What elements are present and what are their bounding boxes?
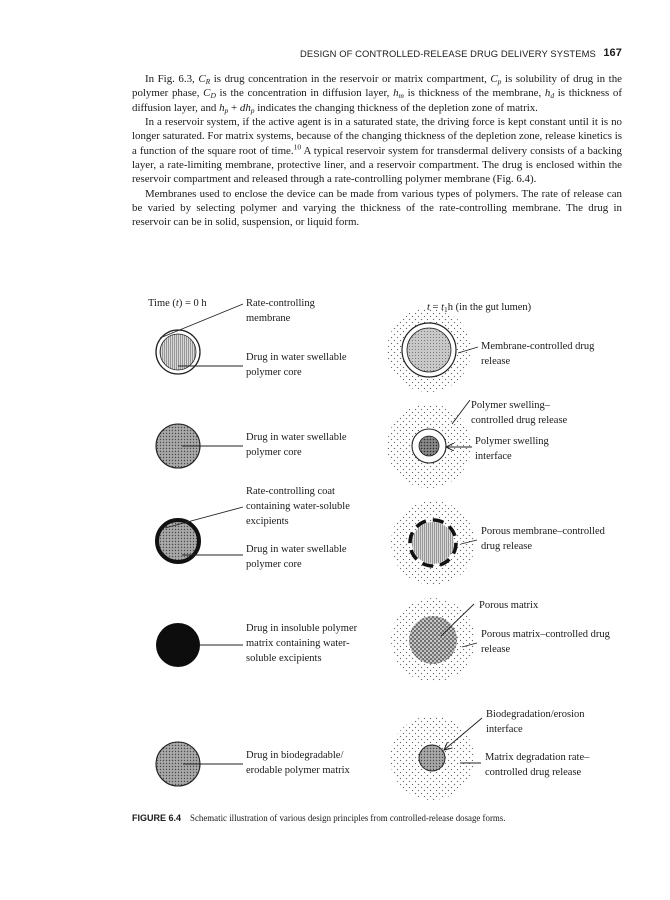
paragraph-3: Membranes used to enclose the device can be made from various types of polymers. The rate of release can be varied by selecting polymer and varying the thickness of the rate-controlling membrane. The drug in reservoir can be in solid, suspension, or liquid form. (132, 187, 622, 229)
row4-left-insoluble-matrix (156, 623, 200, 667)
row5-right-eroding-matrix (390, 716, 474, 800)
label-porous-membrane: Porous membrane–controlled drug release (481, 526, 605, 552)
label-rate-controlling-membrane: Rate-controlling membrane (246, 298, 315, 324)
row4-right-porous-matrix (391, 598, 475, 682)
label-core-2: Drug in water swellable polymer core (246, 432, 347, 458)
label-biodegradable-matrix: Drug in biodegradable/ erodable polymer matrix (246, 750, 350, 776)
left-column-heading: Time (t) = 0 h (148, 298, 207, 309)
label-membrane-controlled: Membrane-controlled drug release (481, 341, 595, 367)
right-column-heading: $t = t_1h$ (in the gut lumen) (427, 302, 532, 314)
row1-right-swollen-reservoir (387, 308, 471, 392)
figure-caption-text: Schematic illustration of various design principles from controlled-release dosage forms. (190, 813, 506, 823)
label-polymer-swelling-controlled: Polymer swelling–controlled drug release (471, 400, 568, 426)
label-porous-matrix-controlled: Porous matrix–controlled drug release (481, 629, 610, 655)
label-biodegradation-interface: Biodegradation/erosion interface (486, 709, 585, 735)
label-rate-controlling-coat: Rate-controlling coat containing water-soluble excipients (246, 486, 350, 527)
running-title: DESIGN OF CONTROLLED-RELEASE DRUG DELIVERY SYSTEMS (300, 48, 596, 59)
label-porous-matrix: Porous matrix (479, 600, 539, 611)
row3-left-coated-core (157, 520, 199, 562)
label-core-1: Drug in water swellable polymer core (246, 352, 347, 378)
row3-right-porous-membrane (391, 501, 475, 585)
paragraph-2: In a reservoir system, if the active agent is in a saturated state, the driving force is kept constant until it is no longer saturated. For matrix systems, because of the changing thickness of the depletion zone, release kinetics is a function of the square root of time.$^{10}$ A typical reservoir system for transdermal delivery consists of a backing layer, a rate-limiting membrane, protective liner, and a reservoir compartment. The drug is enclosed within the reservoir compartment and released through a rate-controlling polymer membrane (Fig. 6.4). (132, 116, 622, 186)
figure-number: FIGURE 6.4 (132, 813, 182, 823)
label-insoluble-matrix: Drug in insoluble polymer matrix containing water-soluble excipients (246, 623, 358, 664)
figure-caption (132, 813, 505, 823)
label-matrix-degradation: Matrix degradation rate–controlled drug release (485, 752, 590, 778)
row2-right-swelling (387, 404, 471, 488)
paragraph-1: In Fig. 6.3, $C_R$ is drug concentration in the reservoir or matrix compartment, $C_p$ is solubility of drug in the polymer phase, $C_D$ is the concentration in diffusion layer, $h_m$ is thickness of the membrane, $h_d$ is thickness of diffusion layer, and $h_p + dh_p$ indicates the changing thickness of the depletion zone of matrix. (132, 73, 622, 115)
label-polymer-swelling-interface: Polymer swelling interface (475, 436, 549, 462)
page-number: 167 (603, 47, 622, 59)
label-core-3: Drug in water swellable polymer core (246, 544, 347, 570)
